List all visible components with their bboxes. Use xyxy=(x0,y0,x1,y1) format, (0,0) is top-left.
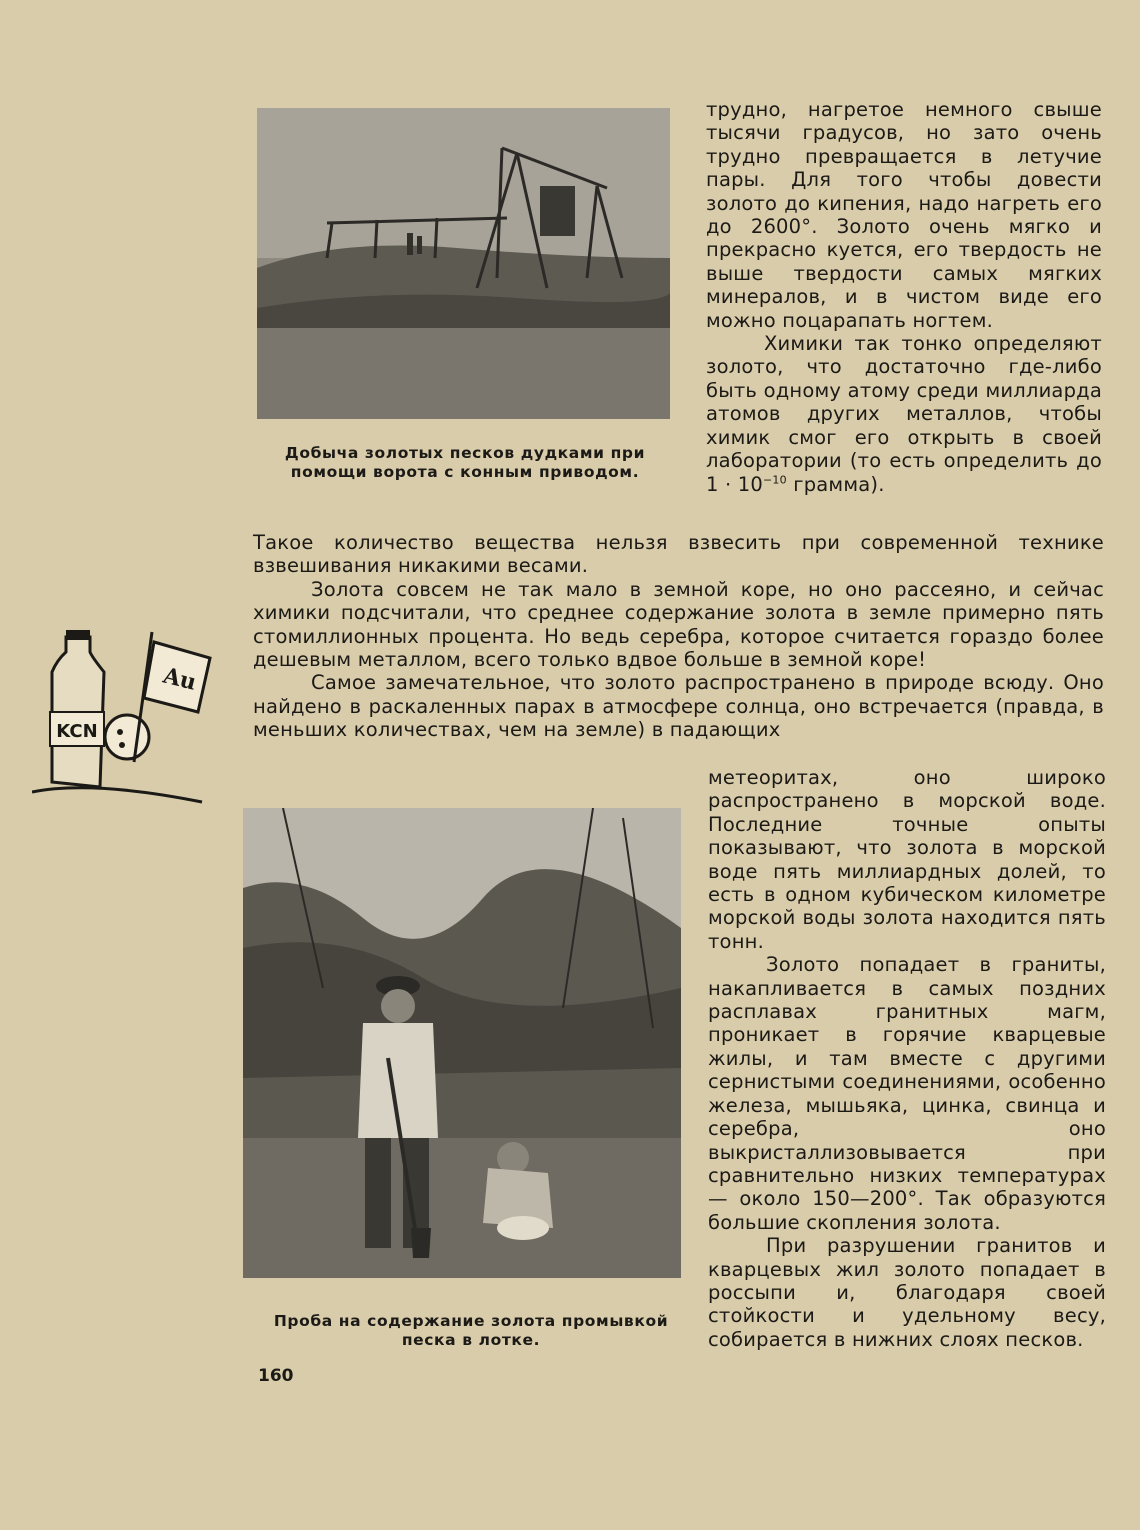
paragraph-with-formula xyxy=(706,332,1102,496)
page-number: 160 xyxy=(258,1366,294,1386)
formula-exponent: −10 xyxy=(763,473,787,486)
photo-gold-panning xyxy=(243,808,681,1278)
formula-tail: грамма). xyxy=(793,472,885,496)
formula-base: 1 · 10 xyxy=(706,472,764,496)
formula xyxy=(706,473,885,496)
kcn-label: KCN xyxy=(56,721,98,742)
paragraph: Золота совсем не так мало в земной коре, но оно рассеяно, и сейчас химики подсчитали, что среднее содержание золота в земле примерно пять стомиллионных процента. Но ведь серебра, которое считается гораздо более дешевым металлом, всего только вдвое больше в земной коре! xyxy=(253,577,1104,672)
paragraph: Такое количество вещества нельзя взвесить при современной технике взвешивания никакими весами. xyxy=(253,531,1104,578)
text-full-width xyxy=(253,531,1104,742)
caption-bottom-photo: Проба на содержание золота промывкой песка в лотке. xyxy=(273,1312,669,1349)
paragraph: Золото попадает в граниты, накапливается в самых поздних расплавах гранитных магм, проникает в горячие кварцевые жилы, и там вместе с другими сернистыми соединениями, особенно железа, мышьяка, цинка, свинца и серебра, оно выкристаллизовывается при сравнительно низких температурах — около 150—200°. Так образуются большие скопления золота. xyxy=(708,953,1106,1234)
caption-top-photo: Добыча золотых песков дудками при помощи ворота с конным приводом. xyxy=(284,444,646,481)
text-column-bottom-right xyxy=(708,766,1106,1351)
paragraph: метеоритах, оно широко распространено в морской воде. Последние точные опыты показывают, что золота в морской воде пять миллиардных долей, то есть в одном кубическом километре морской воды золота находится пять тонн. xyxy=(708,766,1106,953)
au-label: Au xyxy=(160,662,199,696)
photo-gold-mining-winch xyxy=(257,108,670,419)
text-column-top-right xyxy=(706,98,1102,496)
paragraph: Самое замечательное, что золото распространено в природе всюду. Оно найдено в раскаленных парах в атмосфере солнца, оно встречается (правда, в меньших количествах, чем на земле) в падающих xyxy=(253,671,1104,742)
paragraph: трудно, нагретое немного свыше тысячи градусов, но зато очень трудно превращается в летучие пары. Для того чтобы довести золото до кипения, надо нагреть его до 2600°. Золото очень мягко и прекрасно куется, его твердость не выше твердости самых мягких минералов, и в чистом виде его можно поцарапать ногтем. xyxy=(706,98,1102,332)
paragraph: При разрушении гранитов и кварцевых жил золото попадает в россыпи и, благодаря своей стойкости и удельному весу, собирается в нижних слоях песков. xyxy=(708,1234,1106,1351)
paragraph-text: Химики так тонко определяют золото, что достаточно где-либо быть одному атому среди миллиарда атомов других металлов, чтобы химик смог его открыть в своей лаборатории (то есть определить до xyxy=(706,332,1102,473)
vignette-kcn-au-illustration xyxy=(32,612,212,812)
